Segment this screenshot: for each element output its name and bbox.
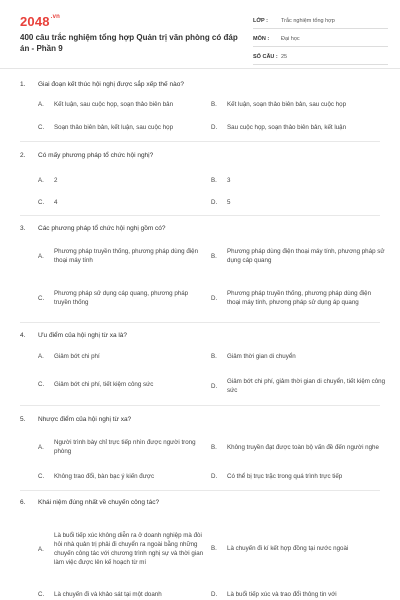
question-separator — [20, 322, 380, 323]
option-letter: D. — [211, 591, 218, 598]
document-header — [0, 0, 400, 66]
option-text: Giảm bớt chi phí, giảm thời gian di chuyển, tiết kiệm công sức — [227, 378, 386, 394]
option-text: Kết luận, sau cuộc họp, soạn thảo biên bản — [54, 101, 174, 108]
option-letter: B. — [211, 544, 217, 552]
option-c[interactable] — [38, 280, 206, 316]
option-letter: A. — [38, 545, 44, 553]
option-text: Là chuyến đi kí kết hợp đồng tại nước ngoài — [227, 544, 349, 552]
question-text: Có mấy phương pháp tổ chức hội nghị? — [38, 152, 154, 159]
option-d[interactable] — [211, 590, 386, 599]
option-letter: A. — [38, 252, 44, 260]
question-6 — [20, 499, 159, 506]
option-text: Người trình bày chỉ trực tiếp nhìn được người trong phòng — [54, 439, 196, 455]
question-number: 5. — [20, 416, 26, 423]
option-b[interactable] — [211, 100, 386, 109]
meta-class-row — [253, 14, 388, 29]
option-letter: B. — [211, 252, 217, 260]
option-letter: D. — [211, 473, 218, 480]
meta-class-label: LỚP : — [253, 18, 268, 24]
option-text: Phương pháp truyền thống, phương pháp dùng điện thoại máy tính, phương pháp sử dụng áp quang — [227, 290, 372, 306]
question-text: Khái niệm đúng nhất về chuyến công tác? — [38, 499, 160, 506]
header-divider — [0, 68, 400, 69]
option-text: Là chuyến đi và khảo sát tại một doanh — [54, 591, 162, 598]
meta-subject-row — [253, 32, 388, 47]
option-letter: D. — [211, 124, 218, 131]
option-text: Là buổi tiếp xúc và trao đổi thông tin với — [227, 591, 337, 598]
option-a[interactable] — [38, 518, 206, 580]
option-a[interactable] — [38, 245, 206, 267]
question-number: 4. — [20, 332, 26, 339]
option-text: Giảm thời gian di chuyển — [227, 353, 296, 360]
option-b[interactable] — [211, 352, 386, 361]
option-text: 4 — [54, 199, 58, 206]
option-letter: D. — [211, 382, 218, 390]
option-letter: D. — [211, 294, 218, 302]
meta-subject-value: Đại học — [281, 36, 300, 42]
document-meta — [253, 14, 388, 65]
option-c[interactable] — [38, 198, 210, 207]
option-text: Kết luận, soạn thảo biên bản, sau cuộc họp — [227, 101, 347, 108]
question-separator — [20, 490, 380, 491]
option-c[interactable] — [38, 123, 210, 132]
question-2 — [20, 152, 153, 159]
option-letter: C. — [38, 199, 45, 206]
option-letter: B. — [211, 353, 217, 360]
option-d[interactable] — [211, 472, 386, 481]
option-c[interactable] — [38, 472, 210, 481]
question-1 — [20, 81, 184, 88]
option-text: Sau cuộc họp, soạn thảo biên bản, kết luận — [227, 124, 347, 131]
option-a[interactable] — [38, 100, 210, 109]
question-3 — [20, 225, 166, 232]
question-text: Nhược điểm của hội nghị từ xa? — [38, 416, 132, 423]
question-text: Ưu điểm của hội nghị từ xa là? — [38, 332, 128, 339]
option-text: Giảm bớt chi phí, tiết kiệm công sức — [54, 381, 154, 388]
option-text: 2 — [54, 177, 58, 184]
site-logo[interactable] — [20, 14, 60, 29]
option-c[interactable] — [38, 380, 210, 389]
option-b[interactable] — [211, 245, 386, 267]
question-number: 6. — [20, 499, 26, 506]
option-text: Có thể bị trục trặc trong quá trình trực tiếp — [227, 473, 343, 480]
option-text: Không truyền đạt được toàn bộ vấn đề đến người nghe — [227, 443, 379, 451]
option-letter: B. — [211, 101, 217, 108]
question-5 — [20, 416, 131, 423]
option-text: Không trao đổi, bàn bạc ý kiến được — [54, 473, 155, 480]
option-text: Phương pháp truyền thống, phương pháp dùng điện thoại máy tính — [54, 248, 199, 264]
option-a[interactable] — [38, 436, 206, 458]
option-d[interactable] — [211, 123, 386, 132]
option-text: Phương pháp sử dụng cáp quang, phương pháp truyền thống — [54, 290, 189, 306]
option-text: Phương pháp dùng điện thoại máy tính, phương pháp sử dụng cáp quang — [227, 248, 385, 264]
logo-suffix: .vn — [50, 14, 61, 20]
logo-main: 2048 — [20, 14, 50, 29]
meta-count-row — [253, 50, 388, 65]
option-c[interactable] — [38, 590, 210, 599]
option-letter: A. — [38, 101, 44, 108]
option-b[interactable] — [211, 537, 386, 559]
question-number: 1. — [20, 81, 26, 88]
meta-subject-label: MÔN : — [253, 36, 270, 42]
question-number: 2. — [20, 152, 26, 159]
document-title: 400 câu trắc nghiệm tổng hợp Quản trị văn phòng có đáp án - Phần 9 — [20, 33, 238, 53]
option-text: 5 — [227, 199, 231, 206]
option-letter: A. — [38, 353, 44, 360]
option-a[interactable] — [38, 352, 210, 361]
option-letter: A. — [38, 177, 44, 184]
option-b[interactable] — [211, 176, 386, 185]
question-separator — [20, 141, 380, 142]
question-4 — [20, 332, 127, 339]
option-text: 3 — [227, 177, 231, 184]
option-letter: A. — [38, 443, 44, 451]
meta-class-value: Trắc nghiệm tổng hợp — [281, 18, 335, 24]
option-b[interactable] — [211, 436, 386, 458]
question-text: Các phương pháp tổ chức hội nghị gồm có? — [38, 225, 166, 232]
option-letter: B. — [211, 177, 217, 184]
meta-count-value: 25 — [281, 54, 288, 60]
option-d[interactable] — [211, 198, 386, 207]
option-letter: B. — [211, 443, 217, 451]
option-letter: C. — [38, 381, 45, 388]
option-text: Soạn thảo biên bản, kết luận, sau cuộc họp — [54, 124, 174, 131]
option-letter: C. — [38, 591, 45, 598]
option-letter: C. — [38, 294, 45, 302]
question-separator — [20, 405, 380, 406]
option-text: Là buổi tiếp xúc không diễn ra ở doanh nghiệp mà đòi hỏi nhà quản trị phải đi chuyển ra ngoài bằng những chuyến công tác với chương trình nghị sự và thời gian làm việc được lên kế hoạch từ mí — [54, 532, 204, 566]
question-separator — [20, 215, 380, 216]
option-text: Giảm bớt chi phí — [54, 353, 100, 360]
meta-count-label: SỐ CÂU : — [253, 54, 278, 60]
option-a[interactable] — [38, 176, 210, 185]
option-d[interactable] — [211, 280, 386, 316]
option-letter: C. — [38, 124, 45, 131]
question-number: 3. — [20, 225, 26, 232]
option-letter: C. — [38, 473, 45, 480]
option-d[interactable] — [211, 375, 386, 397]
question-text: Giai đoạn kết thúc hội nghị được sắp xếp thế nào? — [38, 81, 184, 88]
option-letter: D. — [211, 199, 218, 206]
